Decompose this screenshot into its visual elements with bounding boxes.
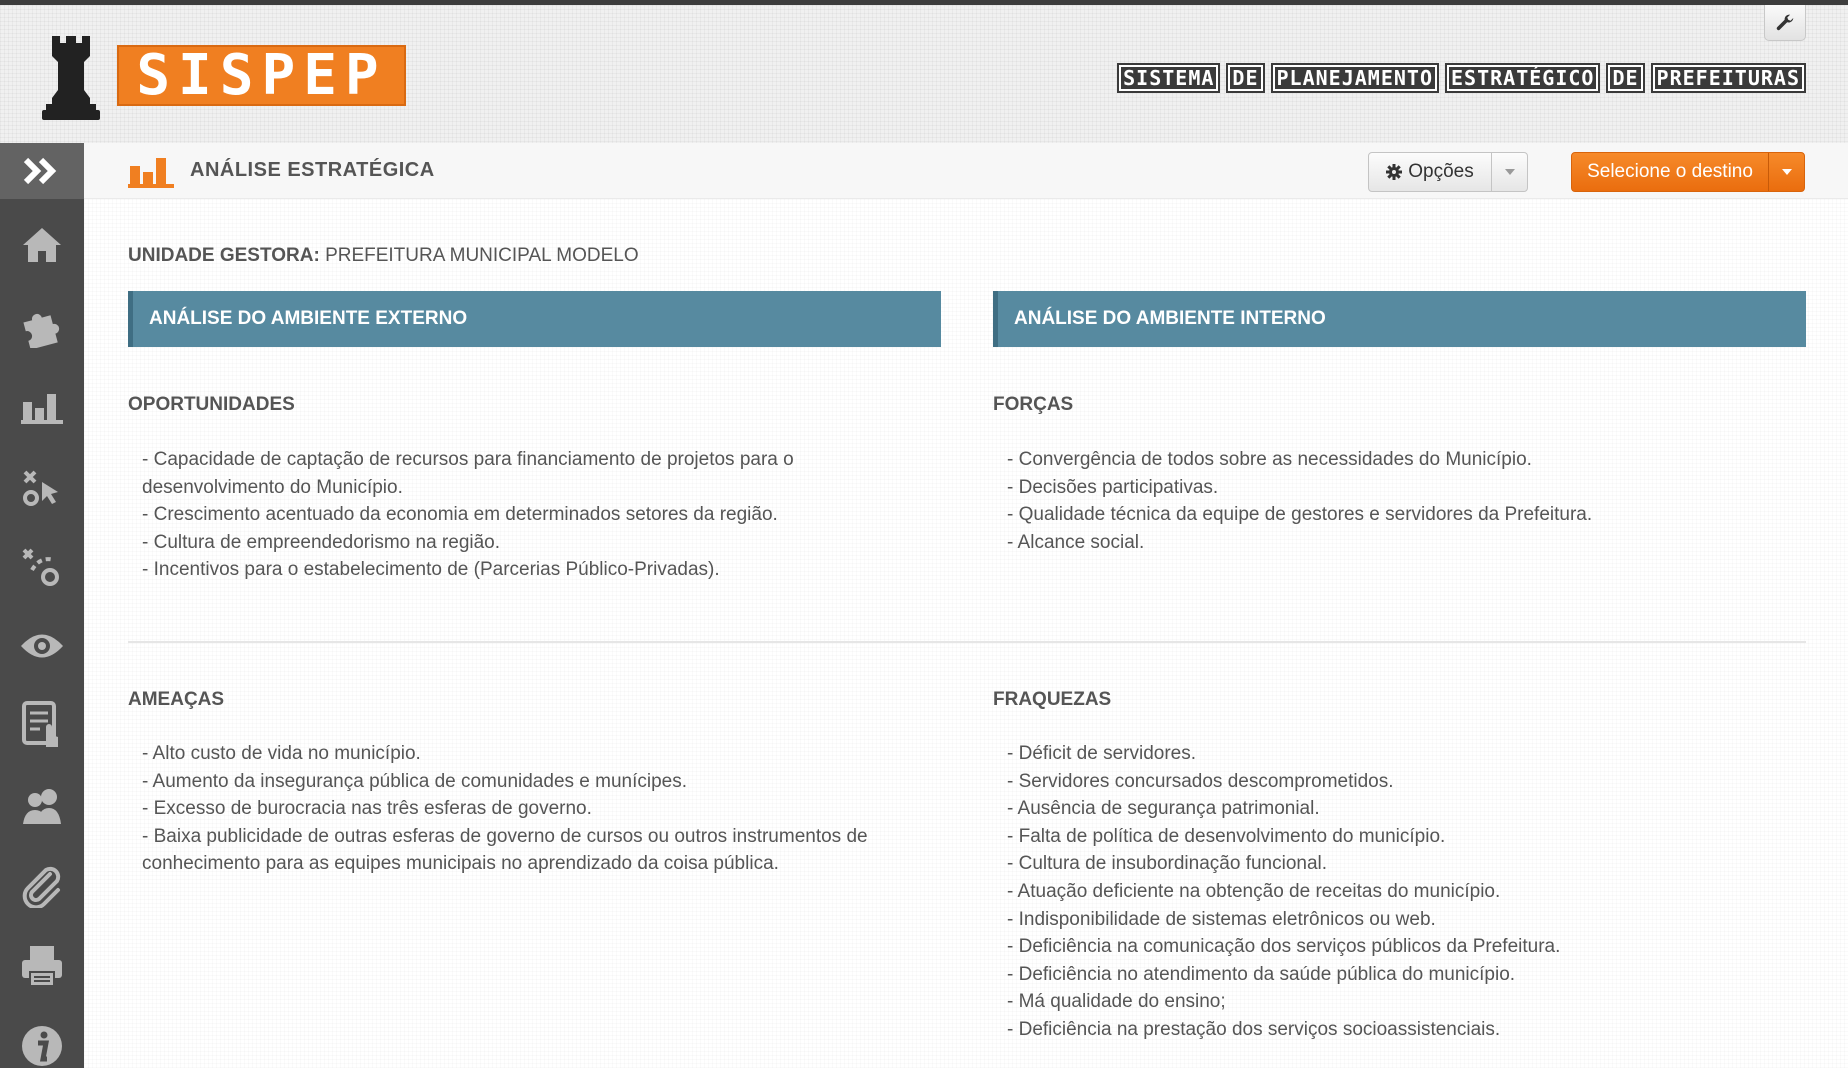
- list-item: - Alto custo de vida no município.: [142, 743, 421, 764]
- list-item: - Qualidade técnica da equipe de gestores e servidores da Prefeitura.: [1007, 504, 1593, 526]
- destination-button[interactable]: [1572, 153, 1768, 191]
- paperclip-icon: [20, 864, 64, 908]
- list-item: - Cultura de insubordinação funcional.: [1007, 853, 1328, 875]
- gear-icon: [1386, 164, 1402, 180]
- list-item: - Déficit de servidores.: [1007, 743, 1197, 764]
- sidebar-item-print[interactable]: [0, 936, 84, 996]
- list-item: - Incentivos para o estabelecimento de (Parcerias Público-Privadas).: [142, 559, 720, 581]
- printer-icon: [20, 944, 64, 988]
- strengths-list: [993, 446, 1592, 556]
- users-icon: [19, 786, 65, 826]
- opportunities-list: [128, 446, 794, 584]
- chevron-down-icon: [1781, 168, 1793, 176]
- list-item: - Má qualidade do ensino;: [1007, 991, 1226, 1013]
- list-item: - Servidores concursados descomprometidos.: [1007, 770, 1394, 792]
- list-item: - Deficiência na prestação dos serviços socioassistenciais.: [1007, 1018, 1501, 1040]
- tagline-word: DE: [1226, 63, 1264, 93]
- list-item: - Deficiência na comunicação dos serviços públicos da Prefeitura.: [1007, 936, 1561, 958]
- list-item: - Baixa publicidade de outras esferas de governo de cursos ou outros instrumentos de: [142, 825, 868, 847]
- destination-caret-button[interactable]: [1768, 153, 1804, 191]
- puzzle-icon: [20, 304, 64, 348]
- external-analysis-header: ANÁLISE DO AMBIENTE EXTERNO: [128, 291, 941, 347]
- weaknesses-title: FRAQUEZAS: [993, 689, 1112, 710]
- options-button[interactable]: [1369, 153, 1491, 191]
- options-dropdown-button[interactable]: [1368, 152, 1528, 192]
- app-header: [0, 5, 1848, 143]
- expand-icon: [22, 156, 62, 186]
- sidebar-item-strategy[interactable]: [0, 456, 84, 516]
- info-icon: [20, 1024, 64, 1068]
- destination-dropdown-button[interactable]: [1571, 152, 1805, 192]
- wrench-icon: [1774, 12, 1796, 34]
- managing-unit: [128, 245, 639, 267]
- bar-chart-icon: [21, 388, 63, 424]
- strategy-icon: [20, 464, 64, 508]
- section-divider: [128, 641, 1806, 643]
- home-icon: [21, 225, 63, 265]
- tagline-word: DE: [1606, 63, 1644, 93]
- sispep-logo: [117, 42, 406, 108]
- list-item: - Deficiência no atendimento da saúde pública do município.: [1007, 963, 1516, 985]
- sidebar-expand-button[interactable]: [0, 143, 84, 199]
- list-item: - Convergência de todos sobre as necessidades do Município.: [1007, 449, 1532, 470]
- main-content: [84, 199, 1848, 1068]
- destination-label: Selecione o destino: [1587, 161, 1753, 182]
- list-item: desenvolvimento do Município.: [142, 476, 403, 498]
- list-item: - Capacidade de captação de recursos para financiamento de projetos para o: [142, 449, 794, 470]
- sidebar-item-reports[interactable]: [0, 696, 84, 756]
- report-icon: [20, 701, 64, 751]
- tagline-word: PREFEITURAS: [1651, 63, 1806, 93]
- tagline-word: ESTRATÉGICO: [1445, 63, 1600, 93]
- options-caret-button[interactable]: [1491, 153, 1527, 191]
- list-item: - Crescimento acentuado da economia em determinados setores da região.: [142, 504, 778, 526]
- page-title: ANÁLISE ESTRATÉGICA: [190, 159, 435, 181]
- sidebar-item-home[interactable]: [0, 215, 84, 275]
- goal-icon: [20, 544, 64, 588]
- tagline-word: PLANEJAMENTO: [1271, 63, 1440, 93]
- sidebar-item-info[interactable]: [0, 1016, 84, 1068]
- list-item: - Decisões participativas.: [1007, 476, 1219, 498]
- logo-text: SISPEP: [136, 42, 387, 108]
- options-label: Opções: [1408, 161, 1474, 182]
- list-item: conhecimento para as equipes municipais no aprendizado da coisa pública.: [142, 853, 779, 875]
- system-tagline: [1117, 63, 1806, 93]
- tagline-word: SISTEMA: [1117, 63, 1220, 93]
- threats-title: AMEAÇAS: [128, 689, 225, 710]
- settings-wrench-button[interactable]: [1764, 5, 1806, 41]
- sidebar-item-monitoring[interactable]: [0, 616, 84, 676]
- eye-icon: [19, 631, 65, 661]
- threats-list: [128, 740, 868, 878]
- sidebar-item-users[interactable]: [0, 776, 84, 836]
- opportunities-title: OPORTUNIDADES: [128, 394, 295, 415]
- unit-label: UNIDADE GESTORA:: [128, 245, 320, 266]
- list-item: - Aumento da insegurança pública de comunidades e munícipes.: [142, 770, 688, 792]
- sidebar-item-attachments[interactable]: [0, 856, 84, 916]
- list-item: - Falta de política de desenvolvimento do município.: [1007, 825, 1446, 847]
- rook-logo-icon: [40, 32, 102, 120]
- sidebar-item-puzzle[interactable]: [0, 296, 84, 356]
- list-item: - Atuação deficiente na obtenção de receitas do município.: [1007, 880, 1501, 902]
- chevron-down-icon: [1504, 168, 1516, 176]
- strengths-title: FORÇAS: [993, 394, 1074, 415]
- list-item: - Alcance social.: [1007, 531, 1145, 553]
- weaknesses-list: [993, 740, 1560, 1044]
- list-item: - Indisponibilidade de sistemas eletrônicos ou web.: [1007, 908, 1436, 930]
- sidebar-nav: [0, 143, 84, 1068]
- sidebar-item-analysis[interactable]: [0, 376, 84, 436]
- sidebar-item-goals[interactable]: [0, 536, 84, 596]
- list-item: - Cultura de empreendedorismo na região.: [142, 531, 501, 553]
- bar-chart-icon: [128, 154, 174, 188]
- internal-analysis-header: ANÁLISE DO AMBIENTE INTERNO: [993, 291, 1806, 347]
- list-item: - Excesso de burocracia nas três esferas de governo.: [142, 798, 592, 820]
- page-title-bar: [84, 143, 1848, 199]
- list-item: - Ausência de segurança patrimonial.: [1007, 798, 1320, 820]
- unit-value: PREFEITURA MUNICIPAL MODELO: [325, 245, 639, 266]
